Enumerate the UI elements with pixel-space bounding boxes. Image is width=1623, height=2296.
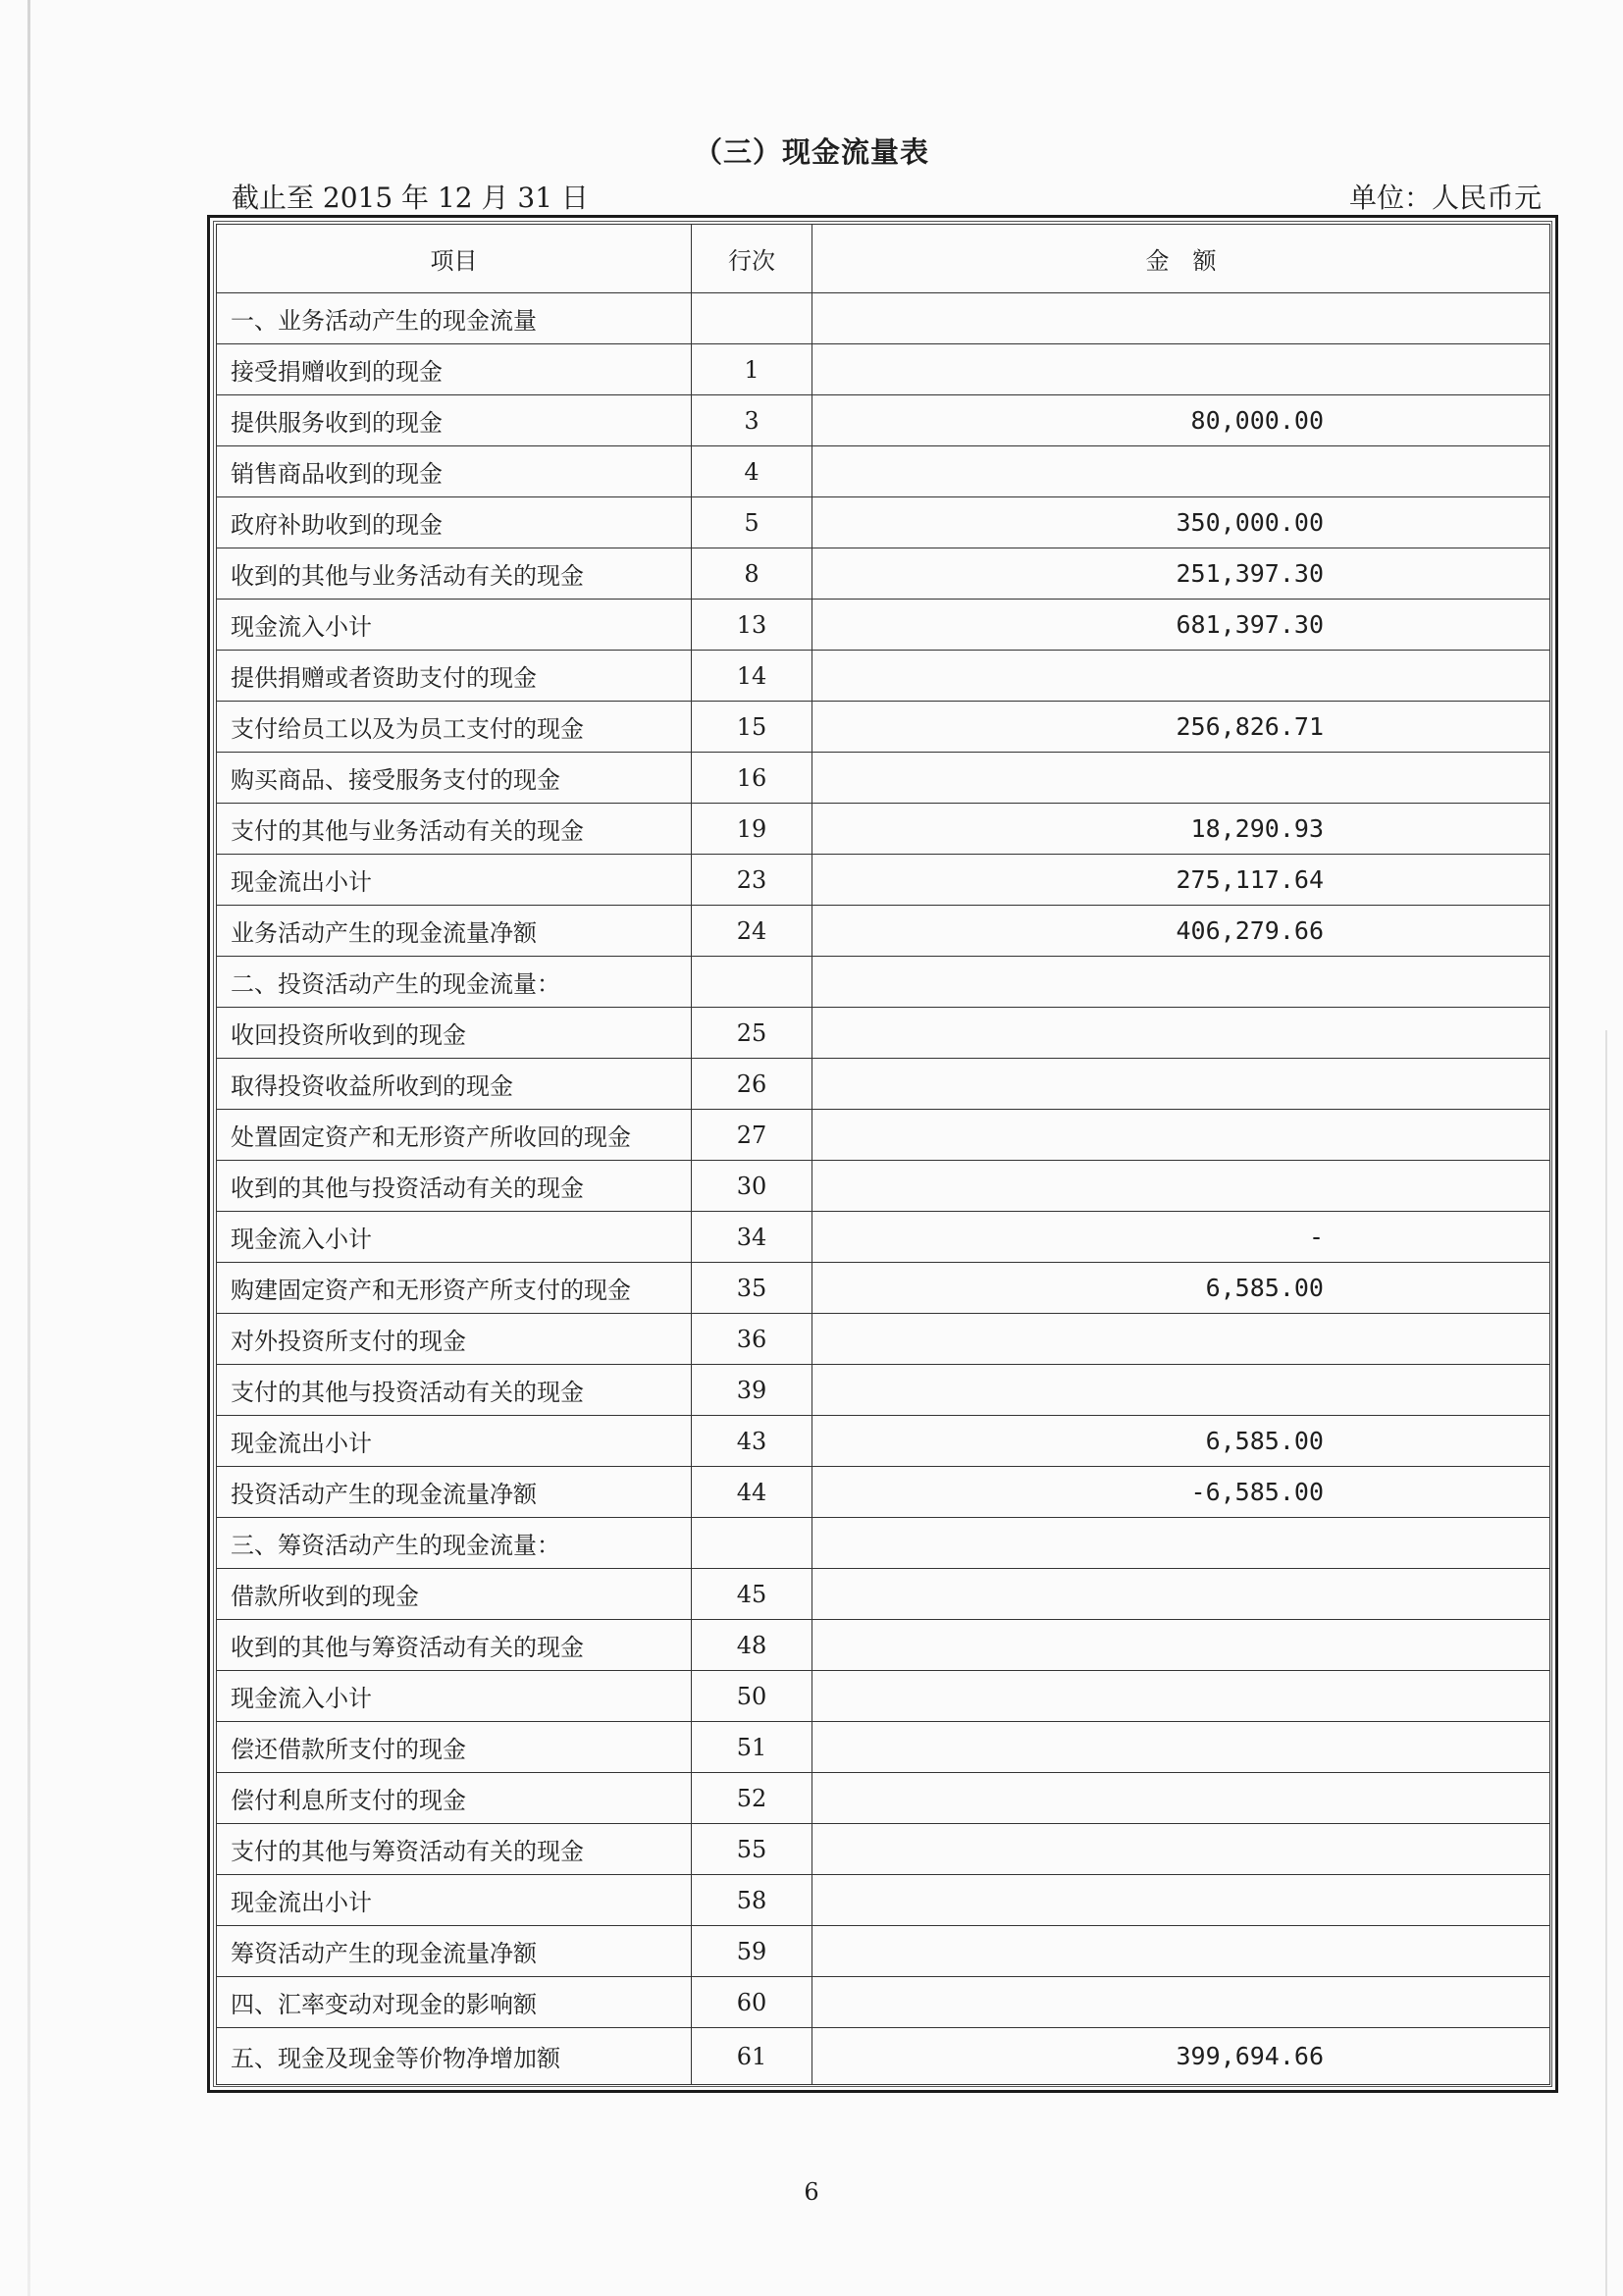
- row-amount: [812, 1518, 1550, 1569]
- row-item-name: 提供捐赠或者资助支付的现金: [217, 651, 692, 702]
- table-row: [217, 600, 1550, 651]
- row-item-name: 销售商品收到的现金: [217, 446, 692, 497]
- row-item-name: 支付的其他与投资活动有关的现金: [217, 1365, 692, 1416]
- row-amount: [812, 1620, 1550, 1671]
- row-item-name: 业务活动产生的现金流量净额: [217, 906, 692, 957]
- table-row: [217, 293, 1550, 344]
- row-line-number: 44: [692, 1467, 812, 1518]
- row-line-number: 13: [692, 600, 812, 651]
- row-line-number: 34: [692, 1212, 812, 1263]
- row-line-number: 59: [692, 1926, 812, 1977]
- scan-edge-shadow-right: [1605, 1030, 1607, 2296]
- table-row: [217, 1365, 1550, 1416]
- table-row: [217, 1161, 1550, 1212]
- table-row: [217, 1926, 1550, 1977]
- table-row: [217, 395, 1550, 446]
- row-item-name: 支付的其他与筹资活动有关的现金: [217, 1824, 692, 1875]
- header-item: 项目: [217, 225, 692, 293]
- row-line-number: 1: [692, 344, 812, 395]
- statement-period: 截止至 2015 年 12 月 31 日: [232, 182, 589, 214]
- table-row: [217, 1467, 1550, 1518]
- table-row: [217, 1569, 1550, 1620]
- row-line-number: 43: [692, 1416, 812, 1467]
- table-row: [217, 1110, 1550, 1161]
- row-line-number: 16: [692, 753, 812, 804]
- table-row: [217, 497, 1550, 548]
- row-line-number: 51: [692, 1722, 812, 1773]
- row-amount: -: [812, 1212, 1550, 1263]
- row-item-name: 提供服务收到的现金: [217, 395, 692, 446]
- row-item-name: 现金流出小计: [217, 1875, 692, 1926]
- table-row: [217, 1416, 1550, 1467]
- row-item-name: 购买商品、接受服务支付的现金: [217, 753, 692, 804]
- row-item-name: 现金流出小计: [217, 1416, 692, 1467]
- table-row: [217, 1008, 1550, 1059]
- row-amount: [812, 1059, 1550, 1110]
- statement-title: （三）现金流量表: [693, 135, 929, 169]
- row-item-name: 接受捐赠收到的现金: [217, 344, 692, 395]
- row-amount: [812, 1110, 1550, 1161]
- row-line-number: 55: [692, 1824, 812, 1875]
- row-item-name: 五、现金及现金等价物净增加额: [217, 2028, 692, 2085]
- table-row: [217, 1059, 1550, 1110]
- row-line-number: 8: [692, 548, 812, 600]
- row-item-name: 政府补助收到的现金: [217, 497, 692, 548]
- row-amount: [812, 344, 1550, 395]
- row-amount: [812, 1569, 1550, 1620]
- row-amount: [812, 1824, 1550, 1875]
- row-line-number: 27: [692, 1110, 812, 1161]
- row-item-name: 偿付利息所支付的现金: [217, 1773, 692, 1824]
- row-amount: 18,290.93: [812, 804, 1550, 855]
- row-item-name: 对外投资所支付的现金: [217, 1314, 692, 1365]
- row-line-number: 15: [692, 702, 812, 753]
- row-item-name: 筹资活动产生的现金流量净额: [217, 1926, 692, 1977]
- table-row: [217, 1875, 1550, 1926]
- row-item-name: 现金流出小计: [217, 855, 692, 906]
- row-amount: 251,397.30: [812, 548, 1550, 600]
- row-item-name: 四、汇率变动对现金的影响额: [217, 1977, 692, 2028]
- row-amount: 275,117.64: [812, 855, 1550, 906]
- row-item-name: 投资活动产生的现金流量净额: [217, 1467, 692, 1518]
- page-number: 6: [804, 2178, 819, 2206]
- row-amount: 350,000.00: [812, 497, 1550, 548]
- row-amount: [812, 753, 1550, 804]
- row-amount: [812, 651, 1550, 702]
- row-amount: [812, 1875, 1550, 1926]
- row-item-name: 支付给员工以及为员工支付的现金: [217, 702, 692, 753]
- currency-unit: 单位：人民币元: [1348, 182, 1542, 214]
- table-row: [217, 1977, 1550, 2028]
- row-amount: 406,279.66: [812, 906, 1550, 957]
- row-line-number: [692, 957, 812, 1008]
- row-line-number: [692, 1518, 812, 1569]
- row-item-name: 现金流入小计: [217, 1671, 692, 1722]
- table-row: [217, 651, 1550, 702]
- row-line-number: 25: [692, 1008, 812, 1059]
- row-amount: [812, 957, 1550, 1008]
- row-item-name: 二、投资活动产生的现金流量：: [217, 957, 692, 1008]
- row-amount: [812, 1977, 1550, 2028]
- table-row: [217, 702, 1550, 753]
- row-item-name: 借款所收到的现金: [217, 1569, 692, 1620]
- row-line-number: 39: [692, 1365, 812, 1416]
- scan-edge-shadow: [27, 0, 30, 2296]
- row-amount: 399,694.66: [812, 2028, 1550, 2085]
- cash-flow-table: [216, 224, 1550, 2085]
- row-amount: [812, 446, 1550, 497]
- row-item-name: 购建固定资产和无形资产所支付的现金: [217, 1263, 692, 1314]
- table-row: [217, 1824, 1550, 1875]
- row-item-name: 现金流入小计: [217, 1212, 692, 1263]
- table-row: [217, 1263, 1550, 1314]
- row-line-number: 61: [692, 2028, 812, 2085]
- row-item-name: 收到的其他与筹资活动有关的现金: [217, 1620, 692, 1671]
- row-amount: 6,585.00: [812, 1263, 1550, 1314]
- row-item-name: 三、筹资活动产生的现金流量：: [217, 1518, 692, 1569]
- table-row: [217, 1212, 1550, 1263]
- row-line-number: 58: [692, 1875, 812, 1926]
- row-line-number: 14: [692, 651, 812, 702]
- row-line-number: 26: [692, 1059, 812, 1110]
- row-item-name: 偿还借款所支付的现金: [217, 1722, 692, 1773]
- row-amount: 80,000.00: [812, 395, 1550, 446]
- row-line-number: 30: [692, 1161, 812, 1212]
- row-line-number: 23: [692, 855, 812, 906]
- table-row: [217, 906, 1550, 957]
- row-amount: [812, 1671, 1550, 1722]
- row-amount: [812, 1926, 1550, 1977]
- header-amount: 金 额: [812, 225, 1550, 293]
- row-line-number: 5: [692, 497, 812, 548]
- row-amount: [812, 1773, 1550, 1824]
- table-header-row: [217, 225, 1550, 293]
- table-row: [217, 1314, 1550, 1365]
- table-row: [217, 1671, 1550, 1722]
- cash-flow-table-frame: [207, 215, 1558, 2093]
- row-line-number: 48: [692, 1620, 812, 1671]
- row-amount: [812, 1161, 1550, 1212]
- row-line-number: [692, 293, 812, 344]
- row-amount: 256,826.71: [812, 702, 1550, 753]
- row-line-number: 36: [692, 1314, 812, 1365]
- table-row: [217, 1518, 1550, 1569]
- row-line-number: 50: [692, 1671, 812, 1722]
- row-item-name: 取得投资收益所收到的现金: [217, 1059, 692, 1110]
- row-amount: [812, 1722, 1550, 1773]
- row-line-number: 3: [692, 395, 812, 446]
- table-row: [217, 855, 1550, 906]
- row-item-name: 支付的其他与业务活动有关的现金: [217, 804, 692, 855]
- row-line-number: 52: [692, 1773, 812, 1824]
- table-row: [217, 1773, 1550, 1824]
- row-amount: [812, 1365, 1550, 1416]
- row-amount: 6,585.00: [812, 1416, 1550, 1467]
- table-row: [217, 548, 1550, 600]
- row-amount: 681,397.30: [812, 600, 1550, 651]
- table-row: [217, 1620, 1550, 1671]
- row-line-number: 60: [692, 1977, 812, 2028]
- table-row: [217, 957, 1550, 1008]
- row-item-name: 一、业务活动产生的现金流量: [217, 293, 692, 344]
- row-amount: [812, 1314, 1550, 1365]
- row-line-number: 4: [692, 446, 812, 497]
- row-line-number: 24: [692, 906, 812, 957]
- table-row: [217, 753, 1550, 804]
- row-amount: [812, 1008, 1550, 1059]
- table-row: [217, 344, 1550, 395]
- row-item-name: 收回投资所收到的现金: [217, 1008, 692, 1059]
- table-row: [217, 446, 1550, 497]
- row-amount: -6,585.00: [812, 1467, 1550, 1518]
- row-item-name: 收到的其他与投资活动有关的现金: [217, 1161, 692, 1212]
- row-line-number: 45: [692, 1569, 812, 1620]
- row-item-name: 收到的其他与业务活动有关的现金: [217, 548, 692, 600]
- row-item-name: 现金流入小计: [217, 600, 692, 651]
- table-row: [217, 1722, 1550, 1773]
- row-amount: [812, 293, 1550, 344]
- table-row: [217, 804, 1550, 855]
- header-line: 行次: [692, 225, 812, 293]
- row-line-number: 19: [692, 804, 812, 855]
- row-line-number: 35: [692, 1263, 812, 1314]
- table-row: [217, 2028, 1550, 2085]
- row-item-name: 处置固定资产和无形资产所收回的现金: [217, 1110, 692, 1161]
- table-body: [217, 293, 1550, 2085]
